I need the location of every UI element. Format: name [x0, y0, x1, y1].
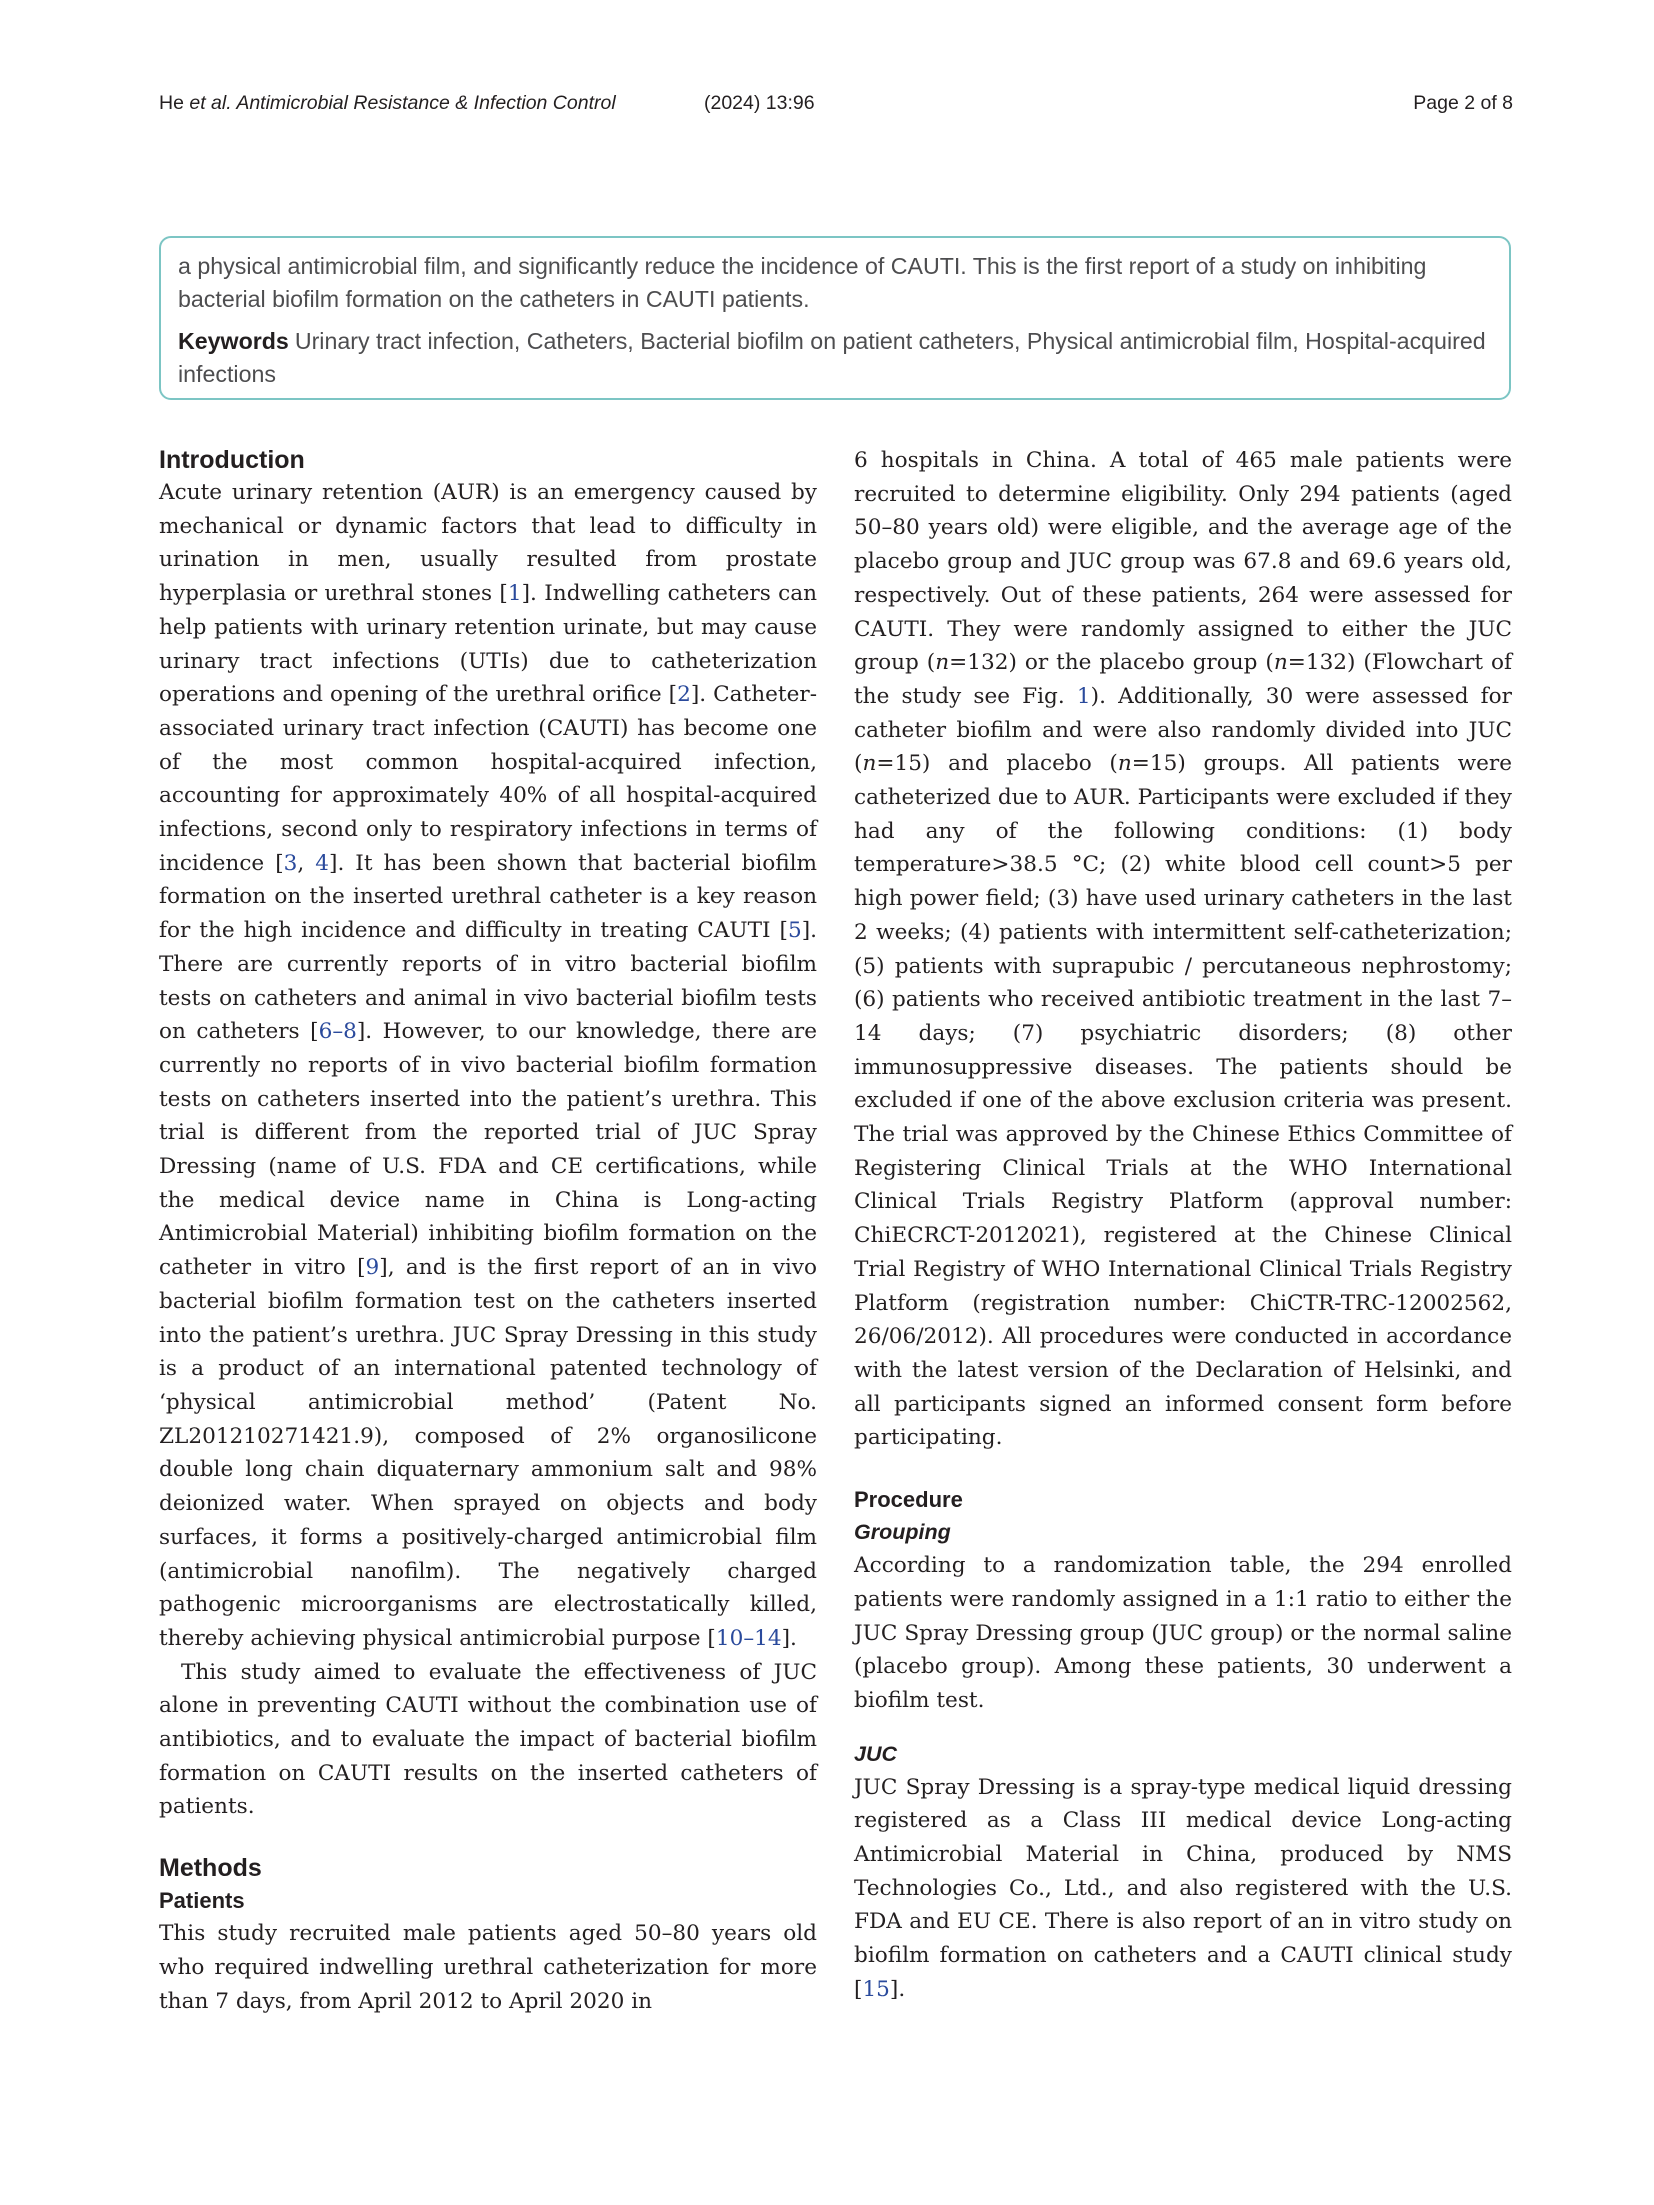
juc-paragraph: JUC Spray Dressing is a spray-type medical liquid dressing registered as a Class III medical device Long-acting Antimicrobial Material in China, produced by NMS Technologies Co., Ltd., and also registered with the U.S. FDA and EU CE. There is also report of an in vitro study on biofilm formation on catheters and a CAUTI clinical study [15]. — [854, 1774, 1512, 2002]
grouping-heading: Grouping — [854, 1520, 951, 1545]
citation-link[interactable]: 4 — [315, 850, 330, 876]
keywords-label: Keywords — [178, 328, 289, 354]
citation-link[interactable]: 5 — [787, 918, 802, 944]
introduction-heading: Introduction — [159, 446, 305, 474]
patients-paragraph-start: This study recruited male patients aged 50–80 years old who required indwelling urethral catheterization for more than 7 days, from April 2012 to April 2020 in — [159, 1921, 817, 2014]
abstract-box — [159, 236, 1511, 400]
keywords — [178, 325, 1492, 391]
patients-paragraph-continued: 6 hospitals in China. A total of 465 male patients were recruited to determine eligibility. Only 294 patients (aged 50–80 years old) were eligible, and the average age of the placebo group and JUC group was 67.8 and 69.6 years old, respectively. Out of these patients, 264 were assessed for CAUTI. They were randomly assigned to either the JUC group (n=132) or the placebo group (n=132) (Flowchart of the study see Fig. 1). Additionally, 30 were assessed for catheter biofilm and were also randomly divided into JUC (n=15) and placebo (n=15) groups. All patients were catheterized due to AUR. Participants were excluded if they had any of the following conditions: (1) body temperature>38.5 °C; (2) white blood cell count>5 per high power field; (3) have used urinary catheters in the last 2 weeks; (4) patients with intermittent self-catheterization; (5) patients with suprapubic / percutaneous nephrostomy; (6) patients who received antibiotic treatment in the last 7–14 days; (7) psychiatric disorders; (8) other immunosuppressive diseases. The patients should be excluded if one of the above exclusion criteria was present. The trial was approved by the Chinese Ethics Committee of Registering Clinical Trials at the WHO International Clinical Trials Registry Platform (approval number: ChiECRCT-2012021), registered at the Chinese Clinical Trial Registry of WHO International Clinical Trials Registry Platform (registration number: ChiCTR-TRC-12002562, 26/06/2012). All procedures were conducted in accordance with the latest version of the Declaration of Helsinki, and all participants signed an informed consent form before participating. — [854, 448, 1512, 1451]
citation-link[interactable]: 10–14 — [715, 1625, 782, 1651]
abstract-text: a physical antimicrobial film, and significantly reduce the incidence of CAUTI. This is the first report of a study on inhibiting bacterial biofilm formation on the catheters in CAUTI patients. — [178, 253, 1427, 312]
citation-link[interactable]: 1 — [507, 581, 522, 607]
keywords-list: Urinary tract infection, Catheters, Bacterial biofilm on patient catheters, Physical antimicrobial film, Hospital-acquired infections — [178, 328, 1486, 387]
methods-heading: Methods — [159, 1854, 262, 1883]
left-column — [159, 444, 817, 2018]
juc-heading: JUC — [854, 1741, 898, 1766]
journal-citation: He et al. Antimicrobial Resistance & Infection Control — [159, 92, 616, 114]
issue-info: (2024) 13:96 — [704, 92, 815, 114]
figure-link[interactable]: 1 — [1076, 683, 1091, 709]
procedure-heading: Procedure — [854, 1487, 963, 1513]
citation-link[interactable]: 9 — [365, 1255, 380, 1281]
introduction-paragraph-1: Acute urinary retention (AUR) is an emergency caused by mechanical or dynamic factors that lead to difficulty in urination in men, usually resulted from prostate hyperplasia or urethral stones [1]. Indwelling catheters can help patients with urinary retention urinate, but may cause urinary tract infections (UTIs) due to catheterization operations and opening of the urethral orifice [2]. Catheter-associated urinary tract infection (CAUTI) has become one of the most common hospital-acquired infection, accounting for approximately 40% of all hospital-acquired infections, second only to respiratory infections in terms of incidence [3, 4]. It has been shown that bacterial biofilm formation on the inserted urethral catheter is a key reason for the high incidence and difficulty in treating CAUTI [5]. There are currently reports of in vitro bacterial biofilm tests on catheters and animal in vivo bacterial biofilm tests on catheters [6–8]. However, to our knowledge, there are currently no reports of in vivo bacterial biofilm formation tests on catheters inserted into the patient’s urethra. This trial is different from the reported trial of JUC Spray Dressing (name of U.S. FDA and CE certifications, while the medical device name in China is Long-acting Antimicrobial Material) inhibiting biofilm formation on the catheter in vitro [9], and is the first report of an in vivo bacterial biofilm formation test on the catheters inserted into the patient’s urethra. JUC Spray Dressing in this study is a product of an international patented technology of ‘physical antimicrobial method’ (Patent No. ZL201210271421.9), composed of 2% organosilicone double long chain diquaternary ammonium salt and 98% deionized water. When sprayed on objects and body surfaces, it forms a positively-charged antimicrobial film (antimicrobial nanofilm). The negatively charged pathogenic microorganisms are electrostatically killed, thereby achieving physical antimicrobial purpose [10–14]. — [159, 480, 818, 1651]
citation-link[interactable]: 3 — [283, 850, 298, 876]
citation-link[interactable]: 6–8 — [318, 1019, 357, 1045]
patients-heading: Patients — [159, 1888, 245, 1914]
page-number: Page 2 of 8 — [1413, 92, 1513, 114]
introduction-paragraph-2: This study aimed to evaluate the effectiveness of JUC alone in preventing CAUTI without the combination use of antibiotics, and to evaluate the impact of bacterial biofilm formation on CAUTI results on the inserted catheters of patients. — [159, 1659, 817, 1820]
citation-link[interactable]: 2 — [677, 682, 691, 708]
grouping-paragraph: According to a randomization table, the 294 enrolled patients were randomly assigned in a 1:1 ratio to either the JUC Spray Dressing group (JUC group) or the normal saline (placebo group). Among these patients, 30 underwent a biofilm test. — [854, 1553, 1512, 1713]
right-column — [854, 444, 1512, 2007]
citation-link[interactable]: 15 — [862, 1976, 890, 2002]
